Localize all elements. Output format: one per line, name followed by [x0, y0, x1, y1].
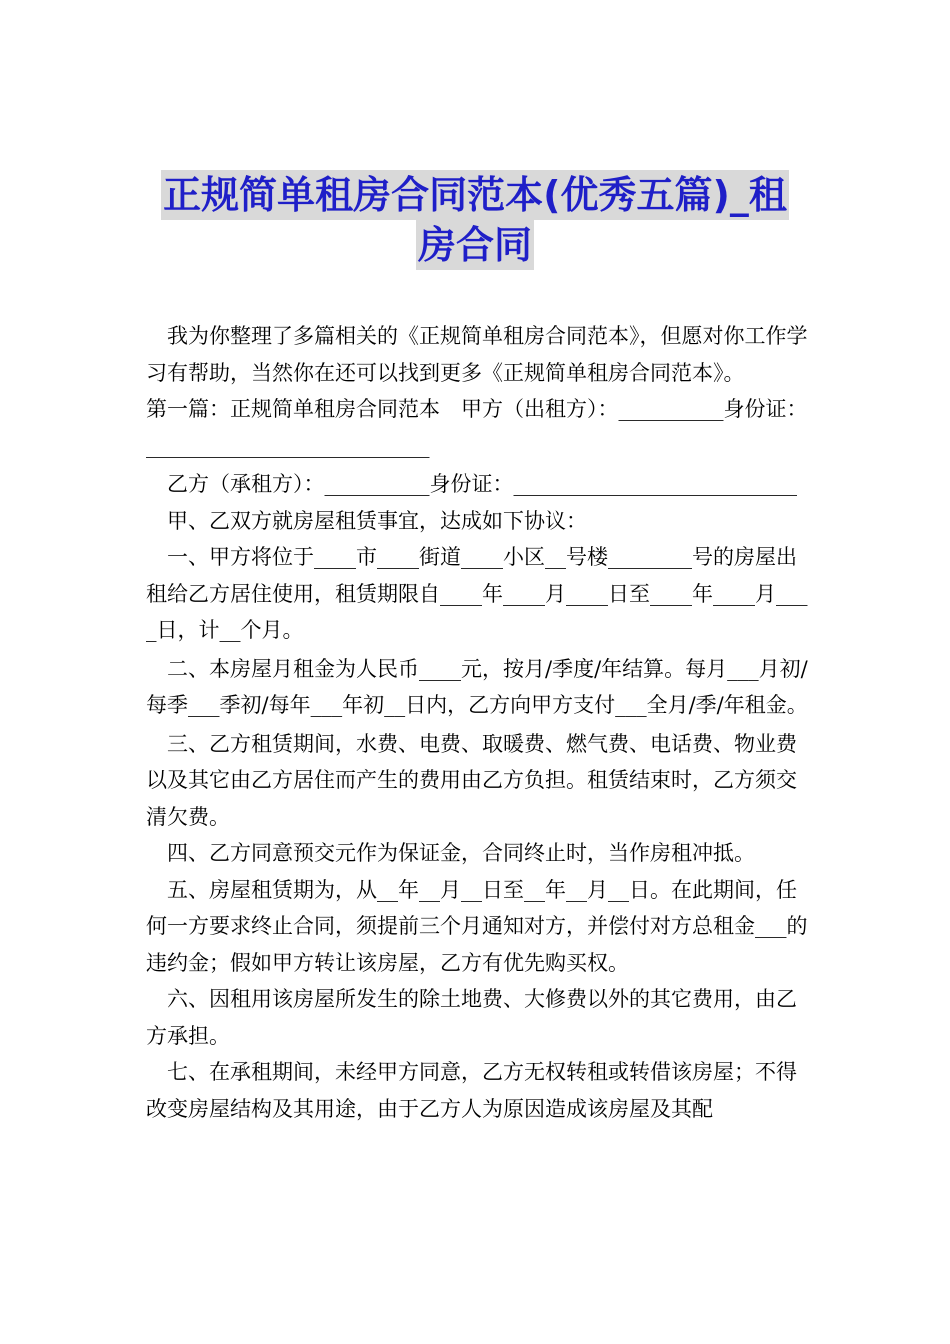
title-line-1: 正规简单租房合同范本(优秀五篇)_租	[161, 170, 789, 220]
clause-6-paragraph: 六、因租用该房屋所发生的除土地费、大修费以外的其它费用，由乙方承担。	[146, 987, 797, 1048]
intro-paragraph: 我为你整理了多篇相关的《正规简单租房合同范本》，但愿对你工作学习有帮助，当然你在还可以找到更多《正规简单租房合同范本》。	[146, 324, 808, 385]
clause-2-paragraph: 二、本房屋月租金为人民币____元，按月/季度/年结算。每月___月初/每季___季初/每年___年初__日内，乙方向甲方支付___全月/季/年租金。	[146, 656, 808, 717]
title-line-2: 房合同	[416, 220, 534, 270]
clause-5-paragraph: 五、房屋租赁期为，从__年__月__日至__年__月__日。在此期间，任何一方要求终止合同，须提前三个月通知对方，并偿付对方总租金___的违约金；假如甲方转让该房屋，乙方有优先购买权。	[146, 877, 808, 975]
party-b-paragraph: 乙方（承租方）：__________身份证：___________________________	[167, 472, 797, 496]
document-body	[146, 318, 810, 1127]
agreement-intro-paragraph: 甲、乙双方就房屋租赁事宜，达成如下协议：	[167, 508, 587, 533]
clause-3-paragraph: 三、乙方租赁期间，水费、电费、取暖费、燃气费、电话费、物业费以及其它由乙方居住而产生的费用由乙方负担。租赁结束时，乙方须交清欠费。	[146, 731, 797, 829]
clause-1-paragraph: 一、甲方将位于____市____街道____小区__号楼________号的房屋出租给乙方居住使用，租赁期限自____年____月____日至____年____月____日，计__个月。	[146, 545, 808, 642]
clause-4-paragraph: 四、乙方同意预交元作为保证金，合同终止时，当作房租冲抵。	[167, 841, 755, 865]
clause-7-paragraph: 七、在承租期间，未经甲方同意，乙方无权转租或转借该房屋；不得改变房屋结构及其用途，由于乙方人为原因造成该房屋及其配	[146, 1060, 797, 1121]
document-title	[0, 170, 950, 270]
section-heading-paragraph: 第一篇：正规简单租房合同范本 甲方（出租方）：__________身份证：___________________________	[146, 397, 808, 458]
